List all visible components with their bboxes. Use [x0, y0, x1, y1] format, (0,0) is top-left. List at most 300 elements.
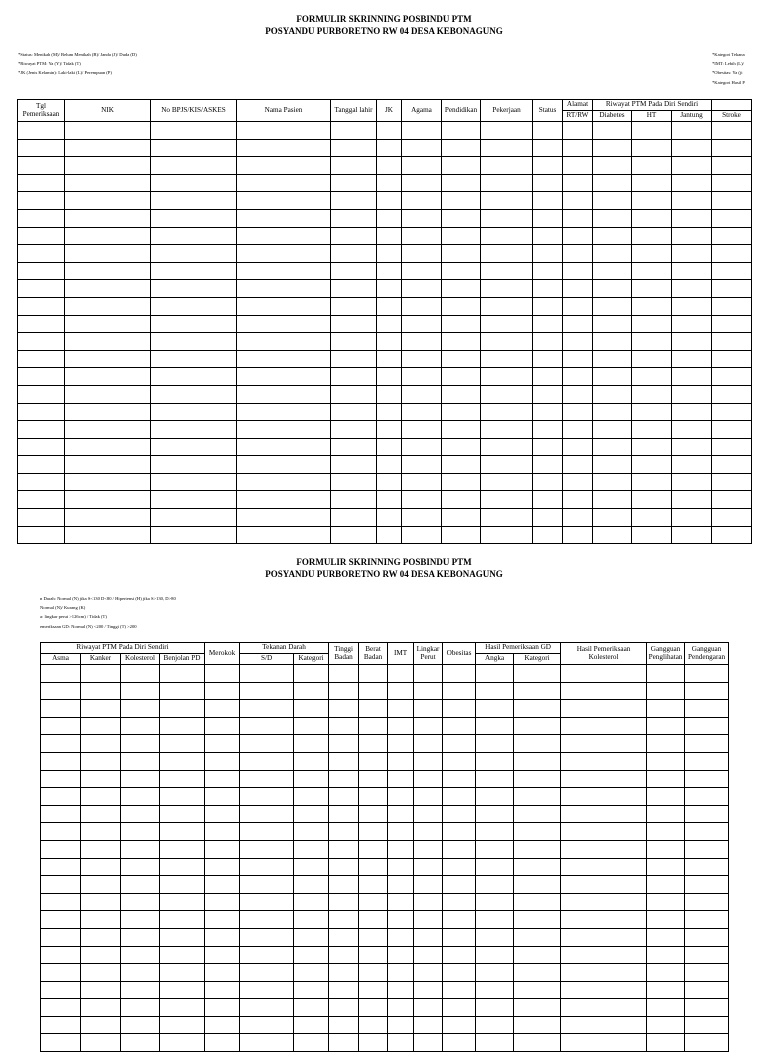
- form-cell[interactable]: [81, 752, 121, 770]
- form-cell[interactable]: [65, 385, 151, 403]
- form-cell[interactable]: [377, 297, 402, 315]
- form-cell[interactable]: [294, 805, 329, 823]
- form-cell[interactable]: [377, 227, 402, 245]
- form-cell[interactable]: [442, 315, 481, 333]
- form-cell[interactable]: [533, 297, 563, 315]
- form-cell[interactable]: [331, 350, 377, 368]
- form-cell[interactable]: [121, 665, 160, 683]
- form-cell[interactable]: [563, 192, 593, 210]
- form-cell[interactable]: [514, 858, 561, 876]
- form-cell[interactable]: [685, 1016, 729, 1034]
- form-cell[interactable]: [205, 911, 240, 929]
- form-cell[interactable]: [712, 227, 752, 245]
- form-cell[interactable]: [685, 1034, 729, 1052]
- form-cell[interactable]: [237, 227, 331, 245]
- form-cell[interactable]: [402, 456, 442, 474]
- form-cell[interactable]: [593, 385, 632, 403]
- form-cell[interactable]: [41, 805, 81, 823]
- form-cell[interactable]: [377, 350, 402, 368]
- form-cell[interactable]: [561, 840, 647, 858]
- form-cell[interactable]: [121, 682, 160, 700]
- form-cell[interactable]: [647, 964, 685, 982]
- form-cell[interactable]: [632, 174, 672, 192]
- form-cell[interactable]: [563, 122, 593, 140]
- form-cell[interactable]: [672, 262, 712, 280]
- form-cell[interactable]: [121, 823, 160, 841]
- form-cell[interactable]: [237, 157, 331, 175]
- form-cell[interactable]: [481, 421, 533, 439]
- form-cell[interactable]: [672, 491, 712, 509]
- form-cell[interactable]: [647, 840, 685, 858]
- form-cell[interactable]: [388, 1016, 414, 1034]
- form-cell[interactable]: [443, 1016, 476, 1034]
- form-cell[interactable]: [514, 840, 561, 858]
- form-cell[interactable]: [41, 981, 81, 999]
- form-cell[interactable]: [402, 297, 442, 315]
- form-cell[interactable]: [514, 823, 561, 841]
- form-cell[interactable]: [18, 385, 65, 403]
- form-cell[interactable]: [442, 174, 481, 192]
- form-cell[interactable]: [593, 122, 632, 140]
- form-cell[interactable]: [533, 122, 563, 140]
- form-cell[interactable]: [240, 964, 294, 982]
- form-cell[interactable]: [160, 735, 205, 753]
- form-cell[interactable]: [240, 823, 294, 841]
- form-cell[interactable]: [151, 333, 237, 351]
- form-cell[interactable]: [18, 227, 65, 245]
- form-cell[interactable]: [18, 509, 65, 527]
- form-cell[interactable]: [443, 682, 476, 700]
- form-cell[interactable]: [561, 858, 647, 876]
- form-cell[interactable]: [294, 893, 329, 911]
- form-cell[interactable]: [647, 788, 685, 806]
- form-cell[interactable]: [533, 456, 563, 474]
- form-cell[interactable]: [121, 735, 160, 753]
- form-cell[interactable]: [563, 456, 593, 474]
- form-cell[interactable]: [561, 665, 647, 683]
- form-cell[interactable]: [402, 227, 442, 245]
- form-cell[interactable]: [359, 999, 388, 1017]
- form-cell[interactable]: [121, 700, 160, 718]
- form-cell[interactable]: [359, 1016, 388, 1034]
- form-cell[interactable]: [160, 876, 205, 894]
- form-cell[interactable]: [240, 928, 294, 946]
- form-cell[interactable]: [151, 438, 237, 456]
- form-cell[interactable]: [329, 735, 359, 753]
- form-cell[interactable]: [237, 245, 331, 263]
- form-cell[interactable]: [514, 1016, 561, 1034]
- form-cell[interactable]: [121, 752, 160, 770]
- form-cell[interactable]: [160, 1034, 205, 1052]
- form-cell[interactable]: [65, 262, 151, 280]
- form-cell[interactable]: [476, 823, 514, 841]
- form-cell[interactable]: [240, 893, 294, 911]
- form-cell[interactable]: [402, 421, 442, 439]
- form-cell[interactable]: [563, 209, 593, 227]
- form-cell[interactable]: [481, 262, 533, 280]
- form-cell[interactable]: [632, 350, 672, 368]
- form-cell[interactable]: [481, 456, 533, 474]
- form-cell[interactable]: [41, 700, 81, 718]
- form-cell[interactable]: [237, 280, 331, 298]
- form-cell[interactable]: [443, 928, 476, 946]
- form-cell[interactable]: [476, 964, 514, 982]
- form-cell[interactable]: [294, 1034, 329, 1052]
- form-cell[interactable]: [41, 964, 81, 982]
- form-cell[interactable]: [414, 876, 443, 894]
- form-cell[interactable]: [563, 333, 593, 351]
- form-cell[interactable]: [81, 928, 121, 946]
- form-cell[interactable]: [442, 421, 481, 439]
- form-cell[interactable]: [121, 840, 160, 858]
- form-cell[interactable]: [414, 840, 443, 858]
- form-cell[interactable]: [647, 1016, 685, 1034]
- form-cell[interactable]: [442, 333, 481, 351]
- form-cell[interactable]: [402, 139, 442, 157]
- form-cell[interactable]: [294, 735, 329, 753]
- form-cell[interactable]: [359, 788, 388, 806]
- form-cell[interactable]: [331, 315, 377, 333]
- form-cell[interactable]: [237, 209, 331, 227]
- form-cell[interactable]: [443, 893, 476, 911]
- form-cell[interactable]: [294, 788, 329, 806]
- form-cell[interactable]: [331, 139, 377, 157]
- form-cell[interactable]: [414, 788, 443, 806]
- form-cell[interactable]: [240, 946, 294, 964]
- form-cell[interactable]: [476, 876, 514, 894]
- form-cell[interactable]: [377, 438, 402, 456]
- form-cell[interactable]: [672, 350, 712, 368]
- form-cell[interactable]: [240, 700, 294, 718]
- form-cell[interactable]: [81, 999, 121, 1017]
- form-cell[interactable]: [160, 964, 205, 982]
- form-cell[interactable]: [712, 297, 752, 315]
- form-cell[interactable]: [481, 192, 533, 210]
- form-cell[interactable]: [377, 403, 402, 421]
- form-cell[interactable]: [81, 981, 121, 999]
- form-cell[interactable]: [237, 368, 331, 386]
- form-cell[interactable]: [672, 245, 712, 263]
- form-cell[interactable]: [237, 174, 331, 192]
- form-cell[interactable]: [533, 280, 563, 298]
- form-cell[interactable]: [402, 192, 442, 210]
- form-cell[interactable]: [443, 840, 476, 858]
- form-cell[interactable]: [205, 717, 240, 735]
- form-cell[interactable]: [533, 227, 563, 245]
- form-cell[interactable]: [414, 752, 443, 770]
- form-cell[interactable]: [329, 823, 359, 841]
- form-cell[interactable]: [205, 1016, 240, 1034]
- form-cell[interactable]: [237, 350, 331, 368]
- form-cell[interactable]: [533, 473, 563, 491]
- form-cell[interactable]: [41, 823, 81, 841]
- form-cell[interactable]: [647, 717, 685, 735]
- form-cell[interactable]: [81, 1016, 121, 1034]
- form-cell[interactable]: [402, 174, 442, 192]
- form-cell[interactable]: [647, 981, 685, 999]
- form-cell[interactable]: [160, 981, 205, 999]
- form-cell[interactable]: [205, 788, 240, 806]
- form-cell[interactable]: [481, 209, 533, 227]
- form-cell[interactable]: [402, 403, 442, 421]
- form-cell[interactable]: [443, 876, 476, 894]
- form-cell[interactable]: [18, 491, 65, 509]
- form-cell[interactable]: [712, 333, 752, 351]
- form-cell[interactable]: [593, 192, 632, 210]
- form-cell[interactable]: [65, 280, 151, 298]
- form-cell[interactable]: [237, 385, 331, 403]
- form-cell[interactable]: [414, 946, 443, 964]
- form-cell[interactable]: [359, 665, 388, 683]
- form-cell[interactable]: [331, 209, 377, 227]
- form-cell[interactable]: [443, 946, 476, 964]
- form-cell[interactable]: [561, 911, 647, 929]
- form-cell[interactable]: [331, 368, 377, 386]
- form-cell[interactable]: [331, 509, 377, 527]
- form-cell[interactable]: [593, 157, 632, 175]
- form-cell[interactable]: [41, 1016, 81, 1034]
- form-cell[interactable]: [151, 421, 237, 439]
- form-cell[interactable]: [377, 139, 402, 157]
- form-cell[interactable]: [240, 805, 294, 823]
- form-cell[interactable]: [294, 1016, 329, 1034]
- form-cell[interactable]: [712, 509, 752, 527]
- form-cell[interactable]: [18, 122, 65, 140]
- form-cell[interactable]: [81, 682, 121, 700]
- form-cell[interactable]: [481, 509, 533, 527]
- form-cell[interactable]: [647, 752, 685, 770]
- form-cell[interactable]: [647, 735, 685, 753]
- form-cell[interactable]: [442, 403, 481, 421]
- form-cell[interactable]: [712, 209, 752, 227]
- form-cell[interactable]: [121, 946, 160, 964]
- form-cell[interactable]: [712, 368, 752, 386]
- form-cell[interactable]: [476, 928, 514, 946]
- form-cell[interactable]: [481, 157, 533, 175]
- form-cell[interactable]: [402, 368, 442, 386]
- form-cell[interactable]: [533, 139, 563, 157]
- form-cell[interactable]: [160, 752, 205, 770]
- form-cell[interactable]: [359, 928, 388, 946]
- form-cell[interactable]: [205, 964, 240, 982]
- form-cell[interactable]: [388, 911, 414, 929]
- form-cell[interactable]: [443, 999, 476, 1017]
- form-cell[interactable]: [563, 157, 593, 175]
- form-cell[interactable]: [476, 717, 514, 735]
- form-cell[interactable]: [402, 526, 442, 544]
- form-cell[interactable]: [359, 858, 388, 876]
- form-cell[interactable]: [377, 491, 402, 509]
- form-cell[interactable]: [331, 421, 377, 439]
- form-cell[interactable]: [329, 1016, 359, 1034]
- form-cell[interactable]: [377, 157, 402, 175]
- form-cell[interactable]: [443, 770, 476, 788]
- form-cell[interactable]: [240, 876, 294, 894]
- form-cell[interactable]: [402, 491, 442, 509]
- form-cell[interactable]: [359, 840, 388, 858]
- form-cell[interactable]: [563, 315, 593, 333]
- form-cell[interactable]: [18, 315, 65, 333]
- form-cell[interactable]: [331, 403, 377, 421]
- form-cell[interactable]: [205, 805, 240, 823]
- form-cell[interactable]: [65, 245, 151, 263]
- form-cell[interactable]: [205, 770, 240, 788]
- form-cell[interactable]: [331, 157, 377, 175]
- form-cell[interactable]: [712, 139, 752, 157]
- form-cell[interactable]: [294, 665, 329, 683]
- form-cell[interactable]: [414, 682, 443, 700]
- form-cell[interactable]: [41, 752, 81, 770]
- form-cell[interactable]: [514, 946, 561, 964]
- form-cell[interactable]: [685, 999, 729, 1017]
- form-cell[interactable]: [18, 368, 65, 386]
- form-cell[interactable]: [81, 876, 121, 894]
- form-cell[interactable]: [514, 1034, 561, 1052]
- form-cell[interactable]: [443, 665, 476, 683]
- form-cell[interactable]: [533, 509, 563, 527]
- form-cell[interactable]: [18, 526, 65, 544]
- form-cell[interactable]: [41, 893, 81, 911]
- form-cell[interactable]: [443, 1034, 476, 1052]
- form-cell[interactable]: [121, 999, 160, 1017]
- form-cell[interactable]: [593, 333, 632, 351]
- form-cell[interactable]: [481, 350, 533, 368]
- form-cell[interactable]: [240, 682, 294, 700]
- form-cell[interactable]: [329, 770, 359, 788]
- form-cell[interactable]: [240, 1034, 294, 1052]
- form-cell[interactable]: [18, 174, 65, 192]
- form-cell[interactable]: [294, 682, 329, 700]
- form-cell[interactable]: [443, 981, 476, 999]
- form-cell[interactable]: [593, 403, 632, 421]
- form-cell[interactable]: [81, 788, 121, 806]
- form-cell[interactable]: [377, 368, 402, 386]
- form-cell[interactable]: [647, 858, 685, 876]
- form-cell[interactable]: [329, 946, 359, 964]
- form-cell[interactable]: [647, 805, 685, 823]
- form-cell[interactable]: [533, 209, 563, 227]
- form-cell[interactable]: [561, 823, 647, 841]
- form-cell[interactable]: [160, 911, 205, 929]
- form-cell[interactable]: [442, 122, 481, 140]
- form-cell[interactable]: [329, 805, 359, 823]
- form-cell[interactable]: [151, 385, 237, 403]
- form-cell[interactable]: [160, 999, 205, 1017]
- form-cell[interactable]: [41, 999, 81, 1017]
- form-cell[interactable]: [442, 526, 481, 544]
- form-cell[interactable]: [442, 509, 481, 527]
- form-cell[interactable]: [672, 421, 712, 439]
- form-cell[interactable]: [481, 473, 533, 491]
- form-cell[interactable]: [81, 805, 121, 823]
- form-cell[interactable]: [685, 876, 729, 894]
- form-cell[interactable]: [563, 262, 593, 280]
- form-cell[interactable]: [647, 1034, 685, 1052]
- form-cell[interactable]: [402, 245, 442, 263]
- form-cell[interactable]: [442, 227, 481, 245]
- form-cell[interactable]: [672, 209, 712, 227]
- form-cell[interactable]: [476, 1016, 514, 1034]
- form-cell[interactable]: [442, 350, 481, 368]
- form-cell[interactable]: [442, 473, 481, 491]
- form-cell[interactable]: [121, 1016, 160, 1034]
- form-cell[interactable]: [647, 700, 685, 718]
- form-cell[interactable]: [388, 665, 414, 683]
- form-cell[interactable]: [18, 350, 65, 368]
- form-cell[interactable]: [359, 752, 388, 770]
- form-cell[interactable]: [359, 981, 388, 999]
- form-cell[interactable]: [41, 717, 81, 735]
- form-cell[interactable]: [65, 139, 151, 157]
- form-cell[interactable]: [240, 981, 294, 999]
- form-cell[interactable]: [593, 526, 632, 544]
- form-cell[interactable]: [205, 735, 240, 753]
- form-cell[interactable]: [712, 262, 752, 280]
- form-cell[interactable]: [331, 333, 377, 351]
- form-cell[interactable]: [65, 403, 151, 421]
- form-cell[interactable]: [402, 473, 442, 491]
- form-cell[interactable]: [151, 192, 237, 210]
- form-cell[interactable]: [563, 245, 593, 263]
- form-cell[interactable]: [81, 700, 121, 718]
- form-cell[interactable]: [41, 840, 81, 858]
- form-cell[interactable]: [294, 981, 329, 999]
- form-cell[interactable]: [563, 403, 593, 421]
- form-cell[interactable]: [476, 981, 514, 999]
- form-cell[interactable]: [331, 473, 377, 491]
- form-cell[interactable]: [329, 928, 359, 946]
- form-cell[interactable]: [672, 139, 712, 157]
- form-cell[interactable]: [442, 262, 481, 280]
- form-cell[interactable]: [481, 526, 533, 544]
- form-cell[interactable]: [81, 823, 121, 841]
- form-cell[interactable]: [442, 491, 481, 509]
- form-cell[interactable]: [18, 403, 65, 421]
- form-cell[interactable]: [514, 999, 561, 1017]
- form-cell[interactable]: [593, 245, 632, 263]
- form-cell[interactable]: [593, 473, 632, 491]
- form-cell[interactable]: [514, 700, 561, 718]
- form-cell[interactable]: [18, 280, 65, 298]
- form-cell[interactable]: [476, 946, 514, 964]
- form-cell[interactable]: [121, 858, 160, 876]
- form-cell[interactable]: [443, 823, 476, 841]
- form-cell[interactable]: [563, 368, 593, 386]
- form-cell[interactable]: [65, 456, 151, 474]
- form-cell[interactable]: [442, 192, 481, 210]
- form-cell[interactable]: [151, 403, 237, 421]
- form-cell[interactable]: [41, 928, 81, 946]
- form-cell[interactable]: [632, 280, 672, 298]
- form-cell[interactable]: [329, 911, 359, 929]
- form-cell[interactable]: [514, 805, 561, 823]
- form-cell[interactable]: [359, 876, 388, 894]
- form-cell[interactable]: [414, 858, 443, 876]
- form-cell[interactable]: [402, 280, 442, 298]
- form-cell[interactable]: [359, 893, 388, 911]
- form-cell[interactable]: [481, 403, 533, 421]
- form-cell[interactable]: [237, 403, 331, 421]
- form-cell[interactable]: [121, 911, 160, 929]
- form-cell[interactable]: [377, 526, 402, 544]
- form-cell[interactable]: [329, 858, 359, 876]
- form-cell[interactable]: [388, 858, 414, 876]
- form-cell[interactable]: [359, 682, 388, 700]
- form-cell[interactable]: [414, 823, 443, 841]
- form-cell[interactable]: [329, 665, 359, 683]
- form-cell[interactable]: [632, 456, 672, 474]
- form-cell[interactable]: [41, 1034, 81, 1052]
